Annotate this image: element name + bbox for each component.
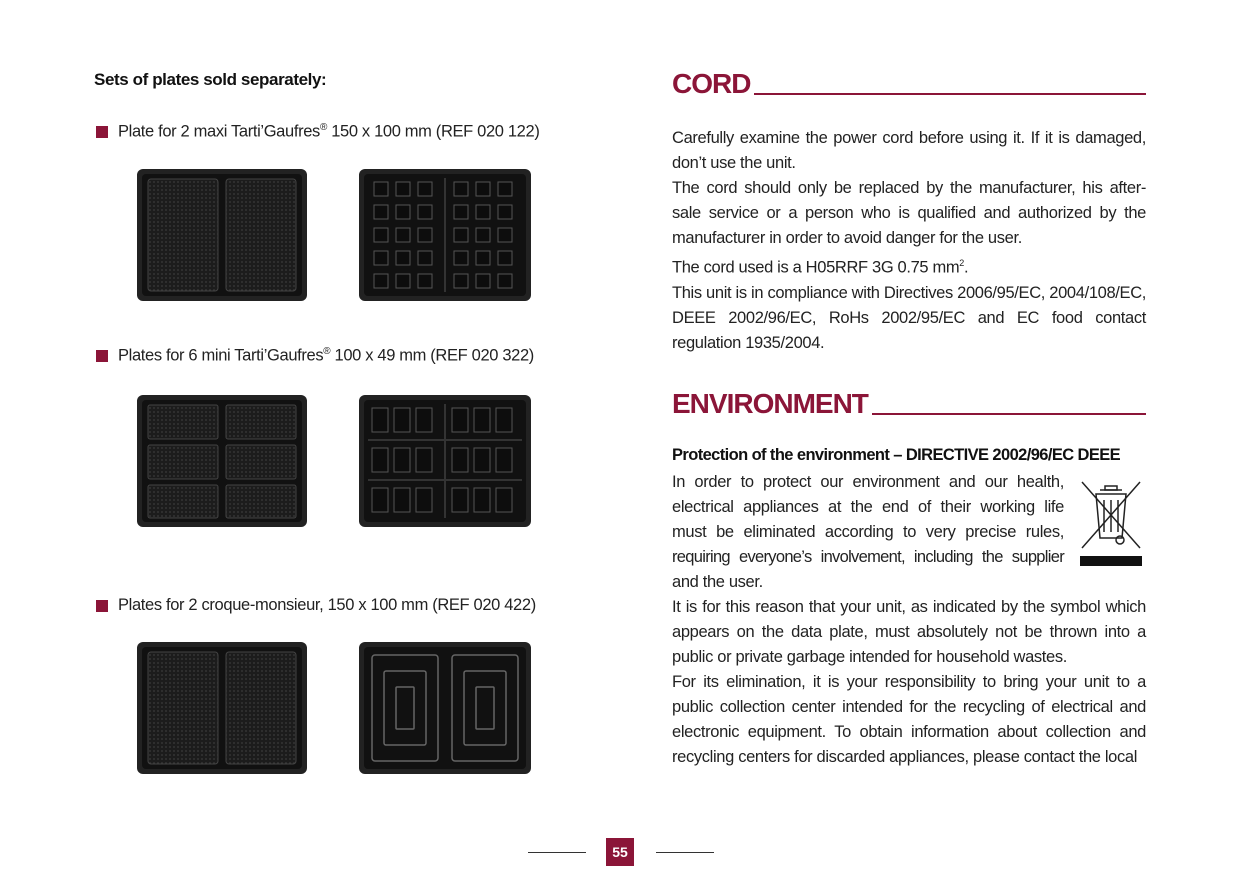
footer-rule-left xyxy=(528,852,586,853)
footer-rule-right xyxy=(656,852,714,853)
plate-maxi-image-a xyxy=(136,168,308,302)
environment-paragraph-2: It is for this reason that your unit, as indicated by the symbol which appears on the data plate, must absolutely not be thrown into a public or private garbage intended for household wastes. xyxy=(672,598,1146,666)
plate-mini-image-a xyxy=(136,394,308,528)
environment-paragraph-3: For its elimination, it is your responsibility to bring your unit to a public collection center intended for the recycling of electrical and electronic equipment. To obtain information about collection and recycling centers for discarded appliances, please contact the local xyxy=(672,673,1146,766)
crossed-out-wheeled-bin-icon xyxy=(1078,480,1144,575)
cord-paragraph-3: The cord used is a H05RRF 3G 0.75 $mm^2$. xyxy=(672,258,969,277)
environment-body xyxy=(672,595,1146,770)
cord-paragraph-1: Carefully examine the power cord before using it. If it is damaged, don’t use the unit. xyxy=(672,129,1146,172)
plate-croque-image-a xyxy=(136,641,308,775)
plate-item-label: Plates for 2 croque-monsieur, 150 x 100 mm (REF 020 422) xyxy=(118,596,536,614)
title-rule xyxy=(872,413,1146,415)
bullet-square-icon xyxy=(96,600,108,612)
environment-paragraph-1: In order to protect our environment and our health, electrical appliances at the end of their working life must be eliminated according to very precise rules, requiring everyone’s involvement, including the supplier and the user. xyxy=(672,473,1064,591)
cord-text xyxy=(672,126,1146,356)
environment-section-title: ENVIRONMENT xyxy=(672,388,1146,420)
plate-item-mini xyxy=(96,346,534,366)
title-rule xyxy=(754,93,1146,95)
plate-item-label: Plate for 2 maxi Tarti’Gaufres® 150 x 100 mm (REF 020 122) xyxy=(118,122,540,141)
cord-section-title: CORD xyxy=(672,68,1146,100)
cord-paragraph-2: The cord should only be replaced by the manufacturer, his after-sale service or a person who is qualified and authorized by the manufacturer in order to avoid danger for the user. xyxy=(672,179,1146,247)
plate-item-croque xyxy=(96,596,536,615)
bullet-square-icon xyxy=(96,350,108,362)
bullet-square-icon xyxy=(96,126,108,138)
page-number: 55 xyxy=(606,838,634,866)
plates-heading: Sets of plates sold separately: xyxy=(94,70,327,89)
cord-paragraph-4: This unit is in compliance with Directives 2006/95/EC, 2004/108/EC, DEEE 2002/96/EC, RoHs 2002/95/EC and EC food contact regulation 1935/2004. xyxy=(672,283,1146,352)
plate-mini-image-b xyxy=(358,394,532,528)
environment-text xyxy=(672,470,1146,770)
plate-croque-image-b xyxy=(358,641,532,775)
plate-item-maxi xyxy=(96,122,539,142)
plate-maxi-image-b xyxy=(358,168,532,302)
plate-item-label: Plates for 6 mini Tarti’Gaufres® 100 x 49 mm (REF 020 322) xyxy=(118,346,534,365)
environment-subheading: Protection of the environment – DIRECTIVE 2002/96/EC DEEE xyxy=(672,446,1121,464)
